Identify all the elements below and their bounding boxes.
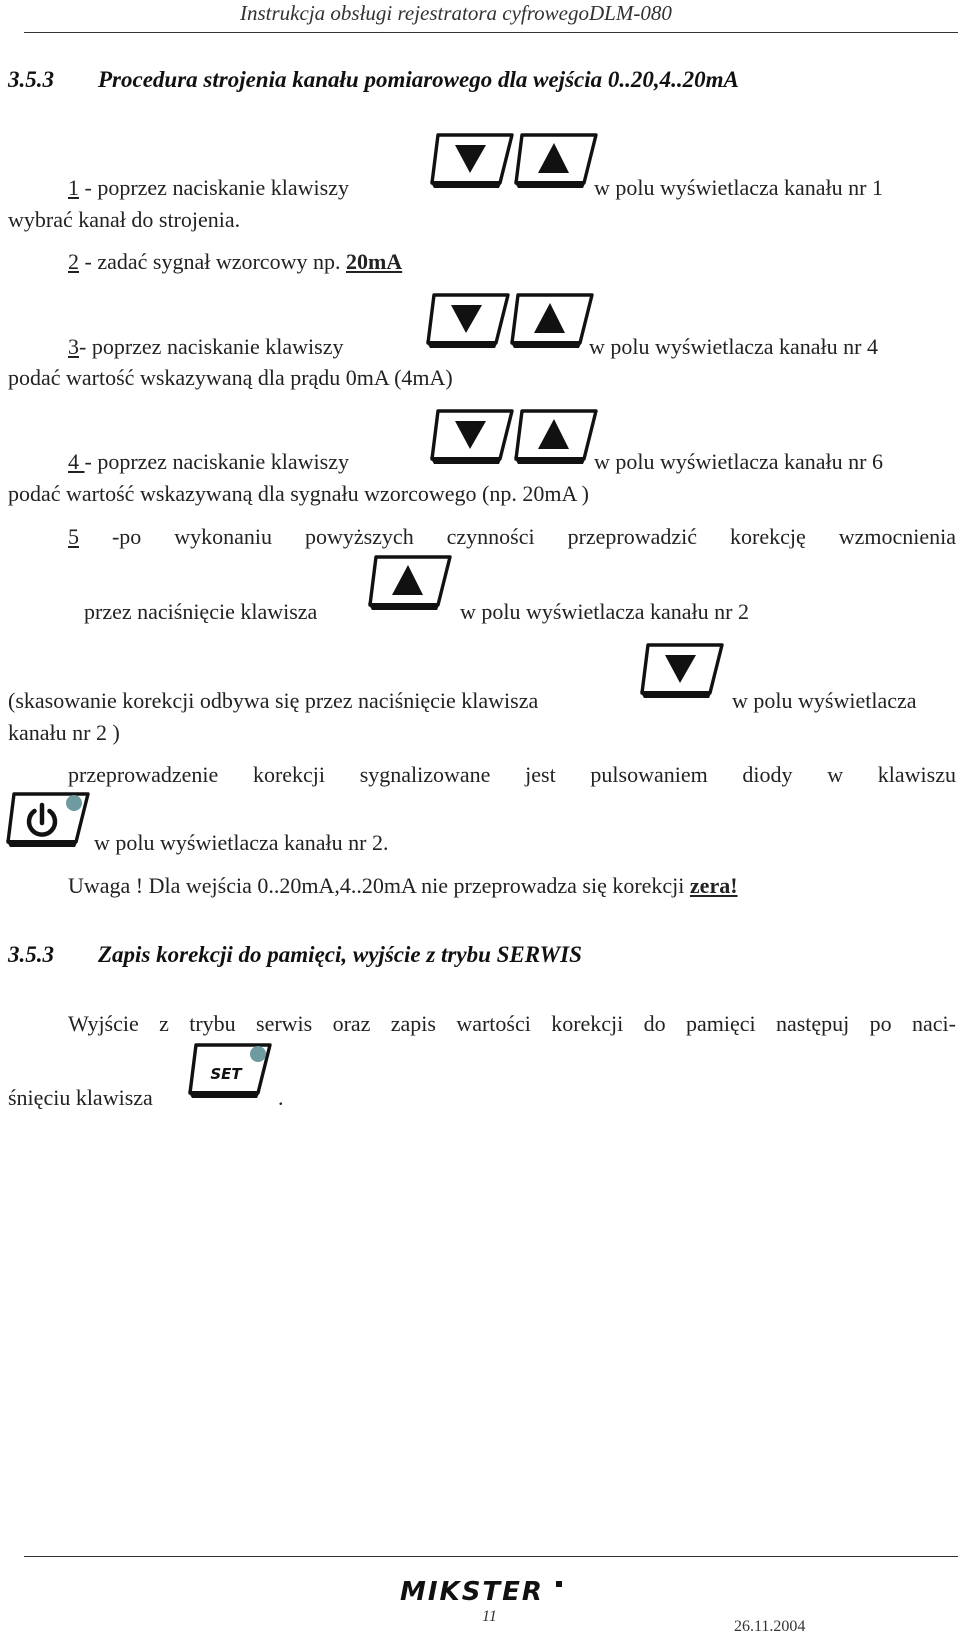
step-5-line2-after: w polu wyświetlacza kanału nr 2 xyxy=(460,599,749,624)
save-line1: Wyjście z trybu serwis oraz zapis wartości korekcji do pamięci następuj po naci- xyxy=(68,1011,956,1036)
reference-value: 20mA xyxy=(345,249,403,274)
step-number: 1 xyxy=(68,175,79,200)
step-number: 2 xyxy=(68,249,79,274)
reset-text: (skasowanie korekcji odbywa się przez naciśnięcie klawisza xyxy=(8,688,539,713)
up-key-icon[interactable] xyxy=(508,291,598,353)
note-emphasis: zera! xyxy=(689,873,738,898)
document-date: 26.11.2004 xyxy=(734,1618,806,1635)
down-key-icon[interactable] xyxy=(638,641,728,703)
down-key-icon[interactable] xyxy=(424,291,514,353)
step-1-line2: wybrać kanał do strojenia. xyxy=(8,207,241,232)
step-number: 4 xyxy=(68,449,85,474)
step-number: 5 xyxy=(68,524,79,549)
save-line2: śnięciu klawisza xyxy=(8,1085,153,1110)
section-title: Zapis korekcji do pamięci, wyjście z trybu SERWIS xyxy=(98,942,582,967)
mikster-logo-text: MIKSTER xyxy=(400,1577,544,1605)
down-key-icon[interactable] xyxy=(428,407,518,469)
reset-line2: kanału nr 2 ) xyxy=(8,720,120,745)
led-icon xyxy=(66,795,82,811)
reset-text-after: w polu wyświetlacza xyxy=(732,688,917,713)
signal-line1: przeprowadzenie korekcji sygnalizowane jest pulsowaniem diody w klawiszu xyxy=(68,762,956,787)
signal-line2: w polu wyświetlacza kanału nr 2. xyxy=(94,830,389,855)
step-1-text: 1 - poprzez naciskanie klawiszy xyxy=(68,175,349,200)
header-rule xyxy=(24,32,958,33)
up-key-icon[interactable] xyxy=(512,407,602,469)
step-4-text-after: w polu wyświetlacza kanału nr 6 xyxy=(594,449,883,474)
page-number: 11 xyxy=(482,1608,497,1625)
document-header: Instrukcja obsługi rejestratora cyfrowegoDLM-080 xyxy=(240,1,672,25)
up-key-icon[interactable] xyxy=(512,131,602,193)
led-icon xyxy=(250,1046,266,1062)
mikster-logo xyxy=(398,1575,568,1605)
step-5-line2: przez naciśnięcie klawisza xyxy=(84,599,318,624)
section-number: 3.5.3 xyxy=(8,942,54,967)
step-5-line1: 5 -po wykonaniu powyższych czynności przeprowadzić korekcję wzmocnienia xyxy=(68,524,956,549)
step-4-line2: podać wartość wskazywaną dla sygnału wzorcowego (np. 20mA ) xyxy=(8,481,589,506)
save-line2-after: . xyxy=(278,1085,284,1110)
set-key-icon[interactable] xyxy=(186,1041,276,1103)
step-3-text: 3- poprzez naciskanie klawiszy xyxy=(68,334,344,359)
step-2-text: 2 - zadać sygnał wzorcowy np. 20mA xyxy=(68,249,403,274)
set-key-label: SET xyxy=(210,1065,242,1083)
step-4-text: 4 - poprzez naciskanie klawiszy xyxy=(68,449,349,474)
section-number: 3.5.3 xyxy=(8,67,54,92)
step-1-text-after: w polu wyświetlacza kanału nr 1 xyxy=(594,175,883,200)
section-title: Procedura strojenia kanału pomiarowego dla wejścia 0..20,4..20mA xyxy=(98,67,739,92)
note-text: Uwaga ! Dla wejścia 0..20mA,4..20mA nie przeprowadza się korekcji zera! xyxy=(68,873,738,898)
up-key-icon[interactable] xyxy=(366,553,456,615)
step-number: 3 xyxy=(68,334,79,359)
power-key-icon[interactable] xyxy=(4,790,94,852)
step-3-text-after: w polu wyświetlacza kanału nr 4 xyxy=(589,334,878,359)
down-key-icon[interactable] xyxy=(428,131,518,193)
step-3-line2: podać wartość wskazywaną dla prądu 0mA (4mA) xyxy=(8,365,453,390)
footer-rule xyxy=(24,1556,958,1557)
